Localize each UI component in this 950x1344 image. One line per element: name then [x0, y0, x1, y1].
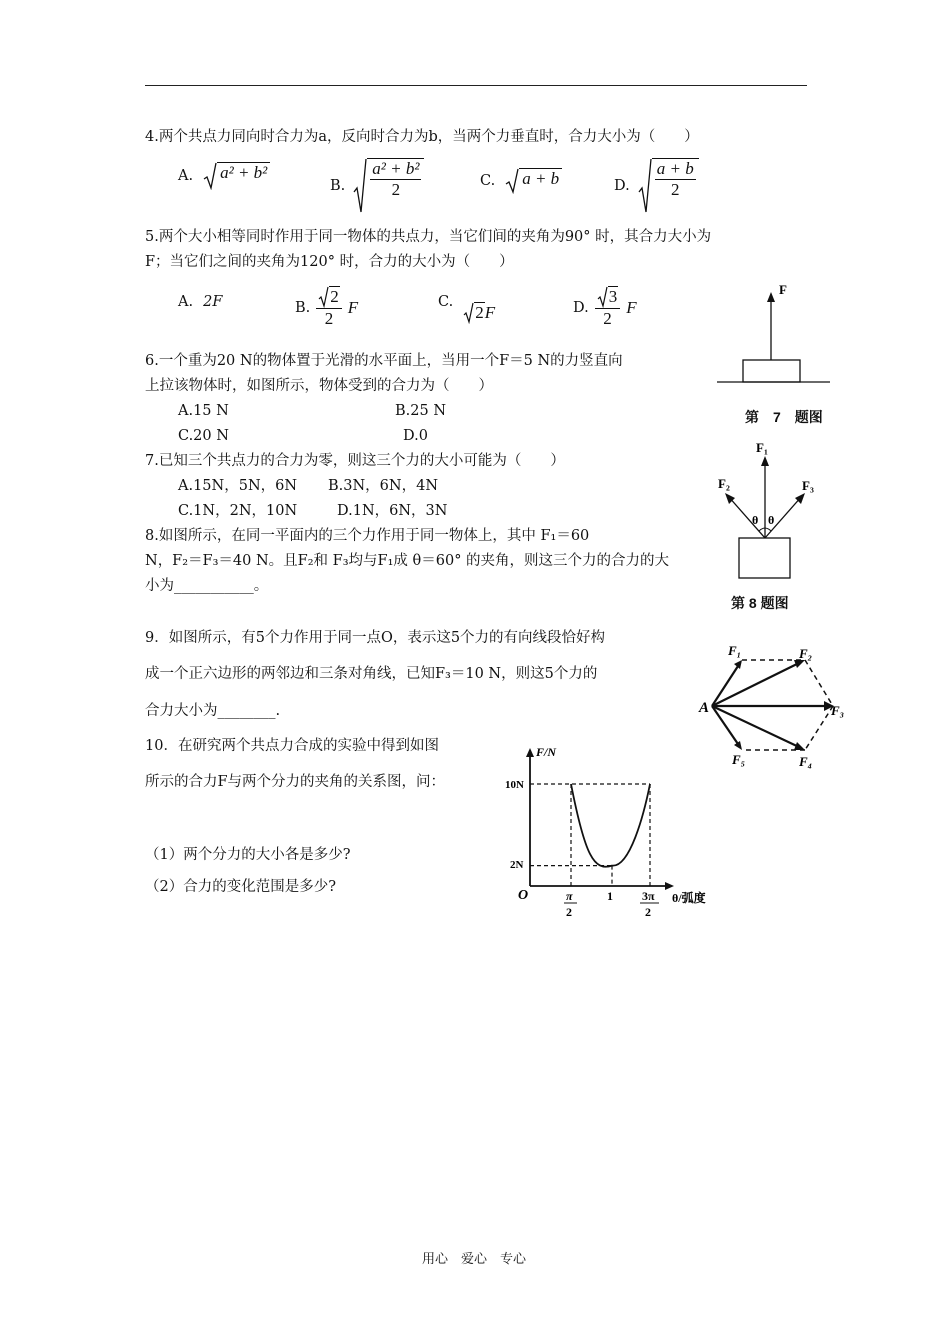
q8-line1: 8.如图所示，在同一平面内的三个力作用于同一物体上，其中 F₁＝60 [145, 528, 590, 544]
origin-label: O [518, 888, 529, 903]
q5-d-tail: F [626, 297, 637, 317]
fig9-f1-label: F₁ [728, 643, 742, 658]
q5-d-num: 3 [608, 287, 618, 306]
q4-d-label: D. [614, 178, 630, 194]
sqrt-icon [316, 286, 342, 309]
fig9-f4-label: F₄ [799, 754, 813, 769]
sqrt-icon [638, 158, 699, 214]
sqrt-icon [463, 302, 485, 324]
q4-a-label: A. [178, 168, 194, 184]
fig9-f3-label: F₃ [831, 703, 845, 718]
arrowhead-icon [526, 748, 534, 757]
header-rule [145, 85, 807, 86]
arrowhead-icon [767, 292, 775, 302]
arrowhead-icon [794, 660, 805, 668]
sqrt-icon [353, 158, 424, 214]
q5-line1: 5.两个大小相等同时作用于同一物体的共点力，当它们间的夹角为90° 时，其合力大小为 [145, 229, 712, 245]
q7-opt-a: A.15N，5N，6N [178, 478, 298, 494]
q10-line1: 10．在研究两个共点力合成的实验中得到如图 [145, 738, 439, 754]
fig8-theta-right: θ [768, 513, 775, 527]
q5-d-den: 2 [603, 309, 612, 328]
x-tick-one: 1 [607, 889, 613, 903]
q5-d-label: D. [573, 299, 589, 316]
q5-b-den: 2 [324, 309, 334, 328]
q5-option-d [573, 286, 637, 329]
q5-b-label: B. [295, 299, 311, 316]
fig7-force-label: F [779, 282, 787, 297]
q5-c-tail: F [484, 303, 496, 322]
q5-c-label: C. [438, 294, 454, 310]
q4-b-num: a² + b² [372, 159, 420, 178]
chart-series-line [571, 784, 650, 867]
fig9-point-label: A [699, 700, 710, 716]
sqrt-icon [505, 168, 562, 194]
q4-b-label: B. [330, 178, 346, 194]
q6-opt-d: D.0 [403, 428, 428, 444]
x-tick-3pi-half-den: 2 [645, 905, 651, 919]
sqrt-icon [595, 286, 621, 309]
fig8-block [739, 538, 790, 578]
fig7-block [743, 360, 800, 382]
q5-a-expr: 2F [203, 294, 223, 310]
fig7-caption: 第 7 题图 [745, 409, 823, 425]
fig8-f3-label: F₃ [802, 478, 814, 493]
q4-a-expr: a² + b² [220, 163, 268, 182]
page-footer: 用心 爱心 专心 [422, 1252, 527, 1267]
q8-line2: N，F₂＝F₃＝40 N。且F₂和 F₃均与F₁成 θ＝60° 的夹角，则这三个力的合力的大 [145, 553, 670, 569]
q8-line3: 小为___________。 [145, 578, 269, 594]
fig8-theta-left: θ [752, 513, 759, 527]
figure-8 [712, 438, 822, 583]
q10-sub2: （2）合力的变化范围是多少? [145, 879, 336, 895]
fig8-f2-arrow [728, 496, 765, 538]
q6-opt-a: A.15 N [178, 403, 229, 419]
q5-b-num: 2 [330, 287, 339, 306]
y-tick-2n: 2N [510, 859, 524, 871]
q6-opt-c: C.20 N [178, 428, 229, 444]
x-axis-label: θ/弧度 [672, 891, 706, 905]
q5-option-b [295, 286, 358, 329]
fig9-f2-label: F₂ [799, 646, 813, 661]
y-tick-10n: 10N [505, 779, 524, 791]
fig8-caption: 第 8 题图 [731, 595, 789, 611]
arrowhead-icon [665, 882, 674, 890]
q9-line1: 9．如图所示，有5个力作用于同一点O，表示这5个力的有向线段恰好构 [145, 630, 606, 646]
q5-option-a [178, 292, 222, 312]
q7-stem: 7.已知三个共点力的合力为零，则这三个力的大小可能为（ ） [145, 453, 565, 469]
y-axis-label: F/N [536, 745, 557, 759]
q5-b-tail: F [347, 297, 359, 317]
q4-option-a [178, 162, 270, 190]
q6-opt-b: B.25 N [395, 403, 447, 419]
q6-line2: 上拉该物体时，如图所示，物体受到的合力为（ ） [145, 378, 493, 394]
q4-d-num: a + b [656, 159, 694, 178]
q4-option-b [330, 158, 424, 214]
q10-line2: 所示的合力F与两个分力的夹角的关系图，问： [145, 774, 446, 790]
x-tick-3pi-half-num: 3π [642, 889, 655, 903]
q4-option-d [614, 158, 699, 214]
q4-option-c [480, 168, 562, 194]
q4-b-den: 2 [391, 180, 401, 199]
q4-stem: 4.两个共点力同向时合力为a，反向时合力为b，当两个力垂直时，合力大小为（ ） [145, 129, 699, 145]
x-tick-pi-half-num: π [566, 889, 573, 903]
chart-guide-lines [530, 784, 650, 886]
q4-c-expr: a + b [522, 169, 560, 188]
arrowhead-icon [761, 456, 769, 466]
q9-line2: 成一个正六边形的两邻边和三条对角线，已知F₃＝10 N，则这5个力的 [145, 666, 598, 682]
q4-c-label: C. [480, 173, 496, 189]
q5-line2: F；当它们之间的夹角为120° 时，合力的大小为（ ） [145, 254, 514, 270]
figure-10-chart [500, 742, 730, 922]
x-tick-pi-half-den: 2 [566, 905, 572, 919]
arrowhead-icon [794, 742, 805, 750]
q4-d-den: 2 [670, 180, 680, 199]
q10-sub1: （1）两个分力的大小各是多少? [145, 847, 351, 863]
q9-line3: 合力大小为________. [145, 703, 281, 719]
q6-line1: 6.一个重为20 N的物体置于光滑的水平面上，当用一个F＝5 N的力竖直向 [145, 353, 623, 369]
q5-c-rad: 2 [475, 303, 484, 322]
arrowhead-icon [734, 741, 742, 750]
sqrt-icon [203, 162, 270, 190]
q7-opt-b: B.3N，6N，4N [328, 478, 439, 494]
q7-opt-c: C.1N，2N，10N [178, 503, 298, 519]
q7-opt-d: D.1N，6N，3N [337, 503, 448, 519]
q5-option-c [438, 292, 495, 324]
q5-a-label: A. [178, 294, 194, 310]
fig8-f2-label: F₂ [718, 476, 730, 491]
fig9-f5-label: F₅ [732, 752, 746, 767]
fig8-f1-label: F₁ [756, 440, 768, 455]
